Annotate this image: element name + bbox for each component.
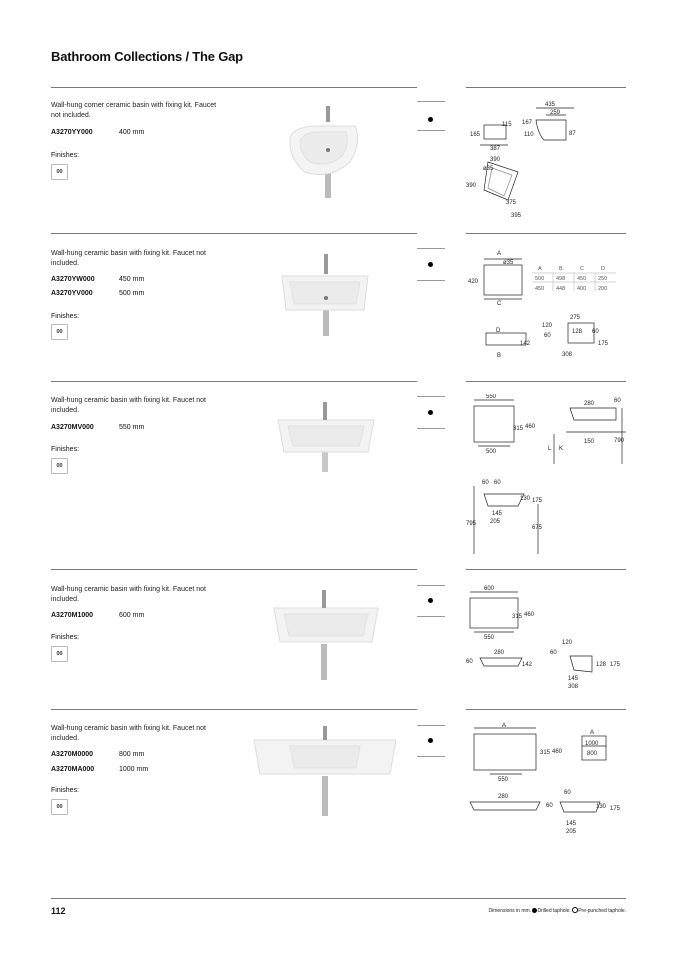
product-size: 400 mm [119,129,145,136]
footer-divider [51,898,626,899]
svg-text:275: 275 [570,315,581,321]
technical-drawing [460,722,628,837]
svg-text:D: D [601,266,605,272]
svg-text:142: 142 [522,662,533,668]
svg-text:308: 308 [562,352,573,358]
finish-swatch[interactable]: 00 [51,799,68,815]
svg-text:200: 200 [598,286,608,292]
svg-text:448: 448 [556,286,566,292]
svg-text:175: 175 [532,498,543,504]
svg-text:A: A [538,266,542,272]
svg-text:A: A [497,251,502,257]
page-number: 112 [51,906,66,916]
svg-text:60: 60 [494,480,501,486]
svg-text:128: 128 [572,329,583,335]
svg-text:130: 130 [596,804,607,810]
product-photo [270,100,380,200]
product-code: A3270M0000 [51,751,94,758]
drilled-taphole-icon [428,410,433,415]
product-code: A3270MA000 [51,766,95,773]
product-size: 600 mm [119,612,145,619]
svg-text:B: B [497,353,502,359]
svg-text:450: 450 [577,276,587,282]
product-photo [250,722,400,822]
svg-text:800: 800 [587,751,598,757]
svg-text:B: B [559,266,563,272]
technical-drawing [466,100,596,230]
svg-text:120: 120 [542,323,553,329]
svg-text:C: C [580,266,584,272]
drilled-taphole-icon [428,598,433,603]
drain-pipe [325,172,331,198]
svg-text:205: 205 [490,519,501,525]
svg-text:550: 550 [498,777,509,783]
finishes-label: Finishes: [51,152,80,159]
svg-text:795: 795 [466,521,477,527]
product-size: 800 mm [119,751,145,758]
product-photo [268,584,384,684]
finish-swatch[interactable]: 00 [51,164,68,180]
svg-text:150: 150 [584,439,595,445]
svg-text:145: 145 [492,511,503,517]
svg-text:145: 145 [568,676,579,682]
svg-text:175: 175 [610,662,621,668]
svg-text:110: 110 [524,132,534,138]
product-size: 1000 mm [119,766,149,773]
svg-text:375: 375 [506,200,517,206]
svg-text:250: 250 [598,276,608,282]
svg-text:550: 550 [484,635,495,641]
svg-text:128: 128 [596,662,607,668]
svg-text:175: 175 [598,341,609,347]
svg-text:1000: 1000 [585,741,599,747]
variant-row [51,275,144,285]
svg-text:500: 500 [535,276,545,282]
finishes-label: Finishes: [51,787,80,794]
variant-row [51,128,144,138]
product-photo [270,396,382,476]
svg-text:600: 600 [484,586,495,592]
svg-text:315: 315 [540,750,551,756]
variant-row [51,289,144,299]
product-description: Wall-hung ceramic basin with fixing kit. Faucet not included. [51,397,206,414]
svg-text:400: 400 [577,286,587,292]
technical-drawing [466,584,628,694]
svg-text:ø35: ø35 [483,166,494,172]
svg-text:308: 308 [568,684,579,690]
svg-text:A: A [590,730,595,736]
svg-text:315: 315 [513,426,524,432]
svg-text:259: 259 [550,110,561,116]
svg-text:87: 87 [569,131,576,137]
svg-text:60: 60 [592,329,599,335]
section-divider [51,87,417,88]
product-code: A3270M1000 [51,612,94,619]
drilled-taphole-icon [428,262,433,267]
svg-text:60: 60 [466,659,473,665]
product-code: A3270YV000 [51,290,93,297]
svg-text:315: 315 [512,614,523,620]
variant-row [51,750,144,760]
finishes-label: Finishes: [51,634,80,641]
finish-swatch[interactable]: 00 [51,458,68,474]
drilled-taphole-icon [428,738,433,743]
finishes-label: Finishes: [51,446,80,453]
section-divider [466,709,626,710]
product-photo [270,248,380,338]
svg-text:60: 60 [546,803,553,809]
svg-text:165: 165 [470,132,481,138]
svg-text:60: 60 [564,790,571,796]
product-description: Wall-hung corner ceramic basin with fixing kit. Faucet not included. [51,102,217,119]
section-divider [51,233,417,234]
variant-row [51,423,144,433]
svg-text:L: L [548,446,552,452]
product-code: A3270MV000 [51,424,94,431]
section-divider [51,709,417,710]
svg-text:460: 460 [524,612,535,618]
svg-text:390: 390 [490,157,501,163]
section-divider [51,569,417,570]
svg-text:498: 498 [556,276,566,282]
footer-legend: Dimensions in mm. Drilled taphole. Pre-punched taphole. [488,908,626,914]
page-title: Bathroom Collections / The Gap [51,49,243,64]
section-divider [466,233,626,234]
svg-text:280: 280 [494,650,505,656]
svg-text:ø35: ø35 [503,260,514,266]
svg-text:550: 550 [486,394,497,400]
product-description: Wall-hung ceramic basin with fixing kit. Faucet not included. [51,725,206,742]
svg-text:60: 60 [550,650,557,656]
svg-text:435: 435 [545,102,556,108]
svg-text:387: 387 [490,146,501,152]
finishes-label: Finishes: [51,313,80,320]
product-code: A3270YW000 [51,276,95,283]
product-size: 500 mm [119,290,145,297]
svg-text:280: 280 [584,401,595,407]
product-description: Wall-hung ceramic basin with fixing kit. Faucet not included. [51,250,206,267]
svg-text:790: 790 [614,438,625,444]
svg-text:142: 142 [520,341,531,347]
section-divider [466,87,626,88]
svg-text:K: K [559,446,564,452]
product-size: 550 mm [119,424,145,431]
technical-drawing [466,245,626,363]
svg-text:167: 167 [522,120,533,126]
svg-text:115: 115 [502,122,512,128]
svg-text:500: 500 [486,449,497,455]
svg-text:280: 280 [498,794,509,800]
product-size: 450 mm [119,276,145,283]
finish-swatch[interactable]: 00 [51,646,68,662]
section-divider [466,381,626,382]
svg-text:175: 175 [610,806,621,812]
svg-text:60: 60 [544,333,551,339]
svg-text:420: 420 [468,279,479,285]
finish-swatch[interactable]: 00 [51,324,68,340]
svg-text:145: 145 [566,821,577,827]
technical-drawing [466,394,628,560]
svg-text:460: 460 [552,749,563,755]
svg-text:C: C [497,301,502,307]
svg-text:390: 390 [466,183,477,189]
variant-row [51,611,144,621]
section-divider [466,569,626,570]
svg-text:60: 60 [614,398,621,404]
svg-text:A: A [502,723,507,729]
drilled-taphole-icon [428,117,433,122]
variant-row [51,765,148,775]
product-description: Wall-hung ceramic basin with fixing kit. Faucet not included. [51,586,206,603]
svg-text:450: 450 [535,286,545,292]
svg-text:D: D [496,328,501,334]
svg-text:460: 460 [525,424,536,430]
product-code: A3270YY000 [51,129,93,136]
svg-text:205: 205 [566,829,577,835]
svg-text:120: 120 [562,640,573,646]
section-divider [51,381,417,382]
svg-text:130: 130 [520,496,531,502]
svg-text:60: 60 [482,480,489,486]
svg-text:675: 675 [532,525,543,531]
svg-text:395: 395 [511,213,522,219]
